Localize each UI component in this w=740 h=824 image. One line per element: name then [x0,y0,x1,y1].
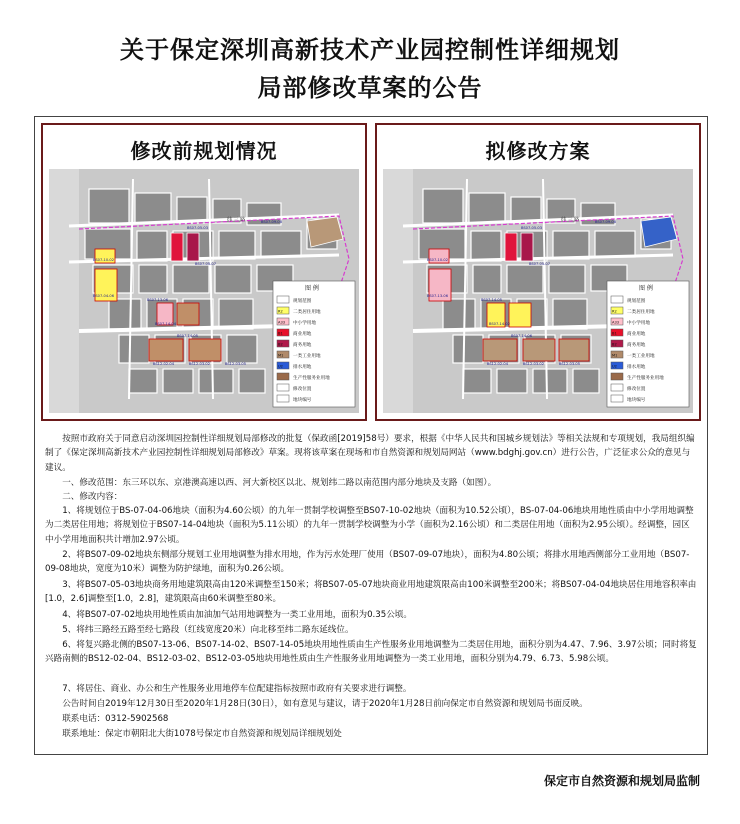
block-number-label: BS07-05-03 [521,226,542,230]
commercial-block [505,233,517,261]
land-block [219,231,255,259]
land-block [443,299,475,329]
notice-title-line1: 关于保定深圳高新技术产业园控制性详细规划 [120,36,620,64]
business-block [521,233,533,261]
legend-label: 生产性服务业用地 [293,376,330,381]
block-number-label: BS07-14-06 [511,334,532,338]
notice-item-5: 5、将纬三路经五路至经七路段（红线宽度20米）向北移至纬二路东延线位。 [62,625,354,635]
block-number-label: BS07-14-02 [489,322,510,326]
legend-code: R2 [278,309,283,314]
land-block [473,265,501,293]
legend-label: 排水用地 [627,365,646,370]
notice-period: 公告时间自2019年12月30日至2020年1月28日(30日），如有意见与建议，请于2020年1月28日前向保定市自然资源和规划局书面反映。 [62,699,588,709]
land-block [137,231,167,261]
land-block [553,231,589,259]
legend-swatch [277,296,289,303]
legend-label: 规划范围 [293,299,312,304]
legend-code: R2 [612,309,617,314]
legend-label: 排水用地 [293,365,312,370]
legend-code: B1 [278,331,283,336]
contact-address: 联系地址：保定市朝阳北大街1078号保定市自然资源和规划局详细规划处 [62,729,342,739]
block-number-label: BS07-13-06 [147,298,168,302]
notice-body [34,424,708,755]
legend-swatch [611,395,623,402]
legend-title: 图 例 [639,285,653,292]
panel-after-title: 拟修改方案 [485,139,591,163]
notice-item-7: 7、将居住、商业、办公和生产性服务业用地停车位配建指标按照市政府有关要求进行调整。 [62,684,412,694]
land-block [453,335,483,363]
panel-before [41,123,367,421]
legend-swatch [611,296,623,303]
panel-after [375,123,701,421]
land-block [135,193,171,223]
business-block [187,233,199,261]
block-number-label: BS12-03-05 [559,362,580,366]
block-number-label: BS07-09-08 [261,220,282,224]
block-number-label: BS12-03-02 [523,362,544,366]
legend-label: 商业用地 [627,332,646,337]
legend-label: 商业用地 [293,332,312,337]
block-number-label: BS07-05-03 [187,226,208,230]
legend-label: 生产性服务业用地 [627,376,664,381]
block-number-label: BS07-10-02 [93,258,114,262]
notice-intro: 按照市政府关于同意启动深圳园控制性详细规划局部修改的批复（保政函[2019]58号）要求，根据《中华人民共和国城乡规划法》等相关法规和专项规划，我局组织编制了《保定深圳高新技术产业园控制性详细规划局部修改》草案。现将该草案在现场和市自然资源和规划局网站（www.bdghj.gov.cn）进行公告，广泛征求公众的意见与建议。 [45,434,695,473]
land-block [463,369,491,393]
land-block [109,299,141,329]
land-block [173,265,209,293]
block-number-label: BS12-02-04 [153,362,174,366]
industrial-block [483,339,517,361]
notice-item-6: 6、将复兴路北侧的BS07-13-06、BS07-14-02、BS07-14-05地块用地性质由生产性服务业用地调整为二类居住用地，面积分别为4.47、7.96、3.97公顷；同时将复兴路南侧的BS12-02-04、BS12-03-02、BS12-03-05地块用地性质由生产性服务业用地调整为一类工业用地，面积分别为4.79、6.73、5.98公顷。 [45,640,697,665]
legend-code: U2 [278,364,283,369]
land-block [219,299,253,329]
land-block [261,231,301,257]
land-block [423,189,463,223]
road-label: 纬 三 路 [561,217,580,223]
legend-code: M1 [278,353,284,358]
legend-label: 地块编号 [293,398,312,403]
service-block [189,339,221,361]
notice-item-1: 1、将规划位于BS-07-04-06地块（面积为4.60公顷）的九年一贯制学校调整至BS07-10-02地块（面积为10.52公顷），BS-07-04-06地块用地性质由中小学用地调整为二类居住用地；将规划位于BS07-14-04地块（面积为5.11公顷）的九年一贯制学校调整为小学（面积为2.16公顷）和二类居住用地（面积为2.95公顷）。经调整，园区中小学用地面积共计增加2.97公顷。 [45,506,694,545]
notice-content-heading: 二、修改内容： [62,492,123,502]
map-before [49,169,359,413]
legend-label: 一类工业用地 [293,354,321,359]
land-block [549,265,585,293]
land-block [573,369,599,393]
block-number-label: BS07-14-04 [155,322,176,326]
notice-range: 一、修改范围：东三环以东、京港澳高速以西、河大新校区以北、规划纬二路以南范围内部分地块及支路（如图）。 [62,478,497,488]
legend-label: 二类居住用地 [293,310,321,315]
land-block [89,189,129,223]
legend-swatch [277,373,289,380]
industrial-block [523,339,555,361]
map-west-area [383,169,413,413]
legend-label: 修改位置 [293,387,312,392]
service-block [149,339,183,361]
land-block [471,231,501,261]
map-frame [34,116,708,426]
legend-code: B2 [612,342,617,347]
notice-item-4: 4、将BS07-07-02地块用地性质由加油加气站用地调整为一类工业用地，面积为0.35公顷。 [62,610,412,620]
block-number-label: BS07-10-02 [427,258,448,262]
land-block [507,265,543,293]
legend-code: A33 [278,320,286,325]
legend-label: 商务用地 [627,343,646,348]
land-block [469,193,505,223]
land-block [163,369,193,393]
land-block [129,369,157,393]
legend-label: 中小学用地 [627,321,650,326]
legend-label: 中小学用地 [293,321,316,326]
legend-label: 二类居住用地 [627,310,655,315]
panel-before-title: 修改前规划情况 [130,139,278,163]
legend-label: 一类工业用地 [627,354,655,359]
land-block [553,299,587,329]
legend-label: 商务用地 [293,343,312,348]
land-block [533,369,567,393]
land-block [227,335,257,363]
legend-swatch [611,384,623,391]
supervisor-footer: 保定市自然资源和规划局监制 [543,774,700,788]
notice-title-line2: 局部修改草案的公告 [257,74,483,102]
land-block [119,335,149,363]
commercial-block [171,233,183,261]
block-number-label: BS12-02-04 [487,362,508,366]
land-block [239,369,265,393]
legend-code: U2 [612,364,617,369]
legend-swatch [277,395,289,402]
legend-label: 修改位置 [627,387,646,392]
notice-item-2: 2、将BS07-09-02地块东侧部分规划工业用地调整为排水用地，作为污水处理厂使用（BS07-09-07地块），面积为4.80公顷；将排水用地西侧部分工业用地（BS07-09-08地块，宽度为10米）调整为防护绿地，面积为0.26公顷。 [45,550,690,575]
block-number-label: BS07-14-05 [481,298,502,302]
residential-block [509,303,531,327]
block-number-label: BS07-05-07 [195,262,216,266]
legend-code: A33 [612,320,620,325]
legend-title: 图 例 [305,285,319,292]
map-after [383,169,693,413]
block-number-label: BS12-03-02 [189,362,210,366]
contact-phone: 联系电话：0312-5902568 [62,714,169,724]
legend-label: 规划范围 [627,299,646,304]
map-west-area [49,169,79,413]
legend-swatch [277,384,289,391]
industrial-block [559,339,589,361]
legend-swatch [611,373,623,380]
block-number-label: BS12-03-05 [225,362,246,366]
land-block [199,369,233,393]
road-label: 纬 三 路 [227,217,246,223]
block-number-label: BS07-04-06 [93,294,114,298]
land-block [497,369,527,393]
block-number-label: BS07-13-06 [427,294,448,298]
legend-code: B1 [612,331,617,336]
legend-code: B2 [278,342,283,347]
land-block [595,231,635,257]
land-block [215,265,251,293]
notice-item-3: 3、将BS07-05-03地块商务用地建筑限高由120米调整至150米；将BS07-05-07地块商业用地建筑限高由100米调整至200米；将BS07-04-04地块居住用地容积率由[1.0，2.6]调整至[1.0，2.8]，建筑限高由60米调整至80米。 [45,580,697,605]
land-block [139,265,167,293]
legend-code: M1 [612,353,618,358]
service-block [177,303,199,325]
block-number-label: BS07-05-07 [529,262,550,266]
block-number-label: BS07-14-05 [177,334,198,338]
block-number-label: BS07-09-08 [595,220,616,224]
legend-label: 地块编号 [627,398,646,403]
